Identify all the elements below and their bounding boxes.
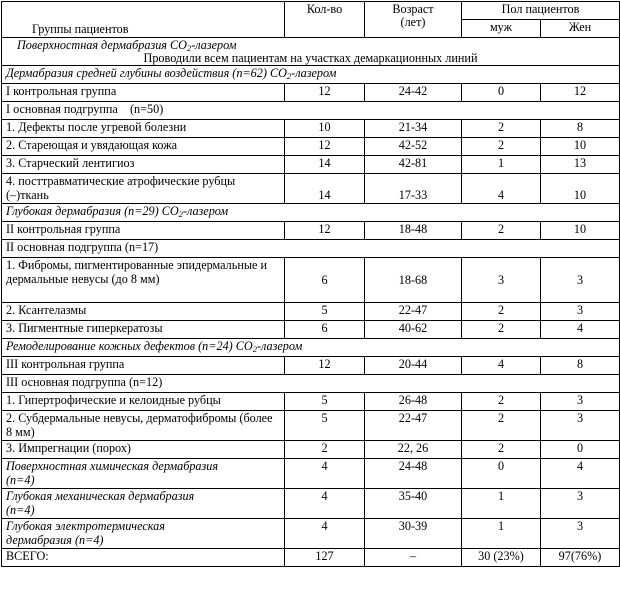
section-surface-title: Поверхностная дермабразия $СО_2$-лазером (17, 38, 237, 53)
total-label: ВСЕГО: (2, 549, 285, 567)
section-remodel-title: Ремоделирование кожных дефектов (n=24) $СО_2$-лазером (2, 339, 620, 357)
section-surface-note: Проводили всем пациентам на участках демаркационных линий (143, 51, 478, 66)
table-row: 3. Старческий лентигиоз 14 42-81 1 13 (2, 156, 620, 174)
table-row: 1. Дефекты после угревой болезни 10 21-34 2 8 (2, 120, 620, 138)
total-age: – (365, 549, 462, 567)
total-row (2, 549, 620, 567)
section-medium-main-label: I основная подгруппа (n=50) (2, 102, 620, 120)
section-deep-main-label: II основная подгруппа (n=17) (2, 240, 620, 258)
header-count: Кол-во (285, 2, 365, 38)
table-row: 3. Импрегнации (порох) 2 22, 26 2 0 (2, 441, 620, 459)
section-medium-title: Дермабразия средней глубины воздействия (n=62) $СО_2$-лазером (2, 66, 620, 84)
header-group: Группы пациентов (2, 2, 285, 38)
table-row: III контрольная группа 12 20-44 4 8 (2, 357, 620, 375)
table-row: I контрольная группа 12 24-42 0 12 (2, 84, 620, 102)
section-surface (2, 38, 620, 66)
table-row: Поверхностная химическая дермабразия (n=4) 4 24-48 0 4 (2, 459, 620, 489)
table-row: 3. Пигментные гиперкератозы 6 40-62 2 4 (2, 321, 620, 339)
patient-groups-table (1, 1, 620, 567)
table-row: 2. Стареющая и увядающая кожа 12 42-52 2 10 (2, 138, 620, 156)
total-female: 97(76%) (541, 549, 620, 567)
section-remodel-main-label: III основная подгруппа (n=12) (2, 375, 620, 393)
section-deep-title: Глубокая дермабразия (n=29) $СО_2$-лазером (2, 204, 620, 222)
table-row: 1. Гипертрофические и келоидные рубцы 5 26-48 2 3 (2, 393, 620, 411)
table-row: 2. Ксантелазмы 5 22-47 2 3 (2, 303, 620, 321)
table-row: Глубокая механическая дермабразия (n=4) 4 35-40 1 3 (2, 489, 620, 519)
header-sex: Пол пациентов (462, 2, 620, 20)
header-male: муж (462, 20, 541, 38)
table-row: II контрольная группа 12 18-48 2 10 (2, 222, 620, 240)
header-age (365, 2, 462, 38)
table-row: 2. Субдермальные невусы, дерматофибромы (более 8 мм) 5 22-47 2 3 (2, 411, 620, 441)
header-age-top: Возраст (392, 2, 434, 16)
table-row: 4. посттравматические атрофические рубцы (–)ткань 14 17-33 4 10 (2, 174, 620, 204)
table-row: Глубокая электротермическая дермабразия (n=4) 4 30-39 1 3 (2, 519, 620, 549)
patient-groups-table-container (1, 1, 619, 567)
header-age-bottom: (лет) (400, 15, 426, 30)
table-row: 1. Фибромы, пигментированные эпидермальные и дермальные невусы (до 8 мм) 6 18-68 3 3 (2, 258, 620, 303)
header-female: Жен (541, 20, 620, 38)
total-count: 127 (285, 549, 365, 567)
total-male: 30 (23%) (462, 549, 541, 567)
